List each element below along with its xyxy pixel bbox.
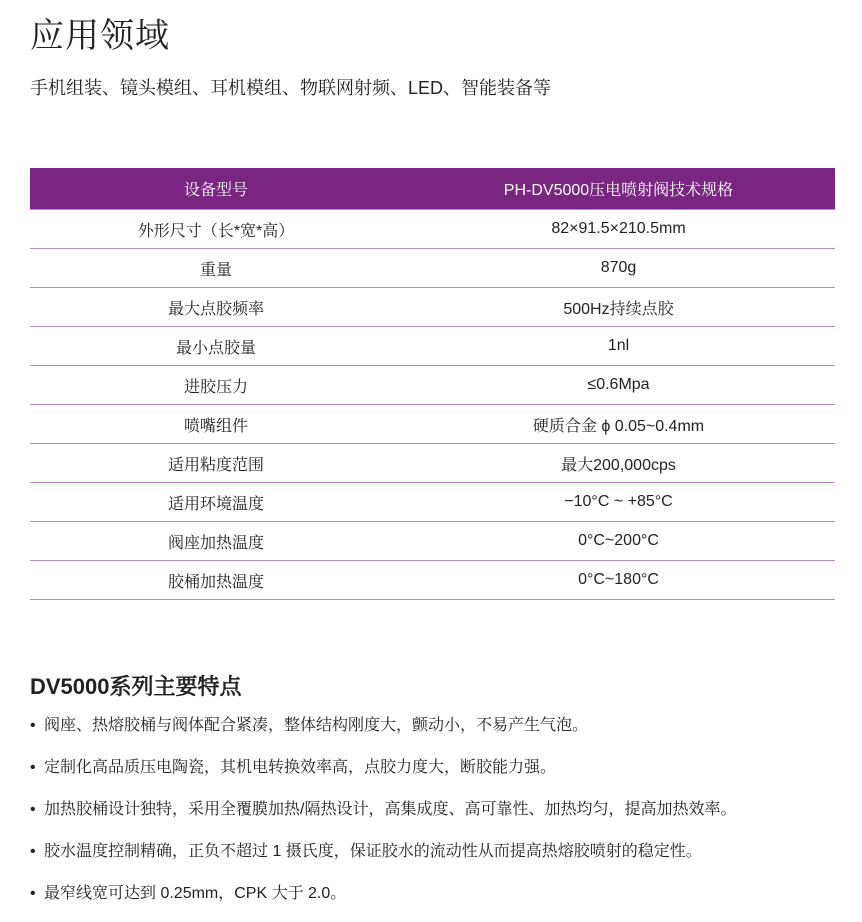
row-param: 最小点胶量 bbox=[30, 327, 402, 366]
row-param: 阀座加热温度 bbox=[30, 522, 402, 561]
bullet-icon: • bbox=[30, 885, 36, 902]
list-item bbox=[30, 880, 860, 922]
table-header-row bbox=[30, 168, 835, 210]
table-row bbox=[30, 561, 835, 600]
bullet-icon: • bbox=[30, 843, 36, 860]
row-param: 喷嘴组件 bbox=[30, 405, 402, 444]
header-value: PH-DV5000压电喷射阀技术规格 bbox=[402, 168, 835, 210]
features-title: DV5000系列主要特点 bbox=[30, 674, 242, 699]
table-row bbox=[30, 327, 835, 366]
bullet-icon: • bbox=[30, 717, 36, 734]
row-value: 最大200,000cps bbox=[402, 444, 835, 483]
table-row bbox=[30, 288, 835, 327]
row-param: 适用粘度范围 bbox=[30, 444, 402, 483]
bullet-icon: • bbox=[30, 759, 36, 776]
spec-table bbox=[30, 168, 835, 600]
features-list bbox=[30, 712, 860, 922]
row-param: 进胶压力 bbox=[30, 366, 402, 405]
page-title: 应用领域 bbox=[30, 17, 170, 55]
row-param: 最大点胶频率 bbox=[30, 288, 402, 327]
table-row bbox=[30, 210, 835, 249]
row-param: 重量 bbox=[30, 249, 402, 288]
table-row bbox=[30, 483, 835, 522]
list-item bbox=[30, 796, 860, 838]
table-row bbox=[30, 405, 835, 444]
row-param: 适用环境温度 bbox=[30, 483, 402, 522]
feature-text: 胶水温度控制精确，正负不超过 1 摄氏度，保证胶水的流动性从而提高热熔胶喷射的稳定性。 bbox=[44, 843, 702, 860]
table-row bbox=[30, 522, 835, 561]
table-row bbox=[30, 444, 835, 483]
list-item bbox=[30, 754, 860, 796]
feature-text: 阀座、热熔胶桶与阀体配合紧凑，整体结构刚度大，颤动小，不易产生气泡。 bbox=[44, 717, 589, 734]
row-param: 胶桶加热温度 bbox=[30, 561, 402, 600]
list-item bbox=[30, 838, 860, 880]
row-value: 硬质合金 ϕ 0.05~0.4mm bbox=[402, 405, 835, 444]
feature-text: 定制化高品质压电陶瓷，其机电转换效率高，点胶力度大，断胶能力强。 bbox=[44, 759, 557, 776]
row-value: 870g bbox=[402, 249, 835, 288]
bullet-icon: • bbox=[30, 801, 36, 818]
row-value: 0°C~200°C bbox=[402, 522, 835, 561]
row-value: 1nl bbox=[402, 327, 835, 366]
feature-text: 最窄线宽可达到 0.25mm，CPK 大于 2.0。 bbox=[44, 885, 347, 902]
applications-text: 手机组装、镜头模组、耳机模组、物联网射频、LED、智能装备等 bbox=[30, 78, 552, 98]
row-value: −10°C ~ +85°C bbox=[402, 483, 835, 522]
row-value: 0°C~180°C bbox=[402, 561, 835, 600]
row-param: 外形尺寸（长*宽*高） bbox=[30, 210, 402, 249]
table-row bbox=[30, 366, 835, 405]
list-item bbox=[30, 712, 860, 754]
table-row bbox=[30, 249, 835, 288]
row-value: 82×91.5×210.5mm bbox=[402, 210, 835, 249]
header-param: 设备型号 bbox=[30, 168, 402, 210]
row-value: ≤0.6Mpa bbox=[402, 366, 835, 405]
row-value: 500Hz持续点胶 bbox=[402, 288, 835, 327]
feature-text: 加热胶桶设计独特，采用全覆膜加热/隔热设计，高集成度、高可靠性、加热均匀，提高加热效率。 bbox=[44, 801, 737, 818]
